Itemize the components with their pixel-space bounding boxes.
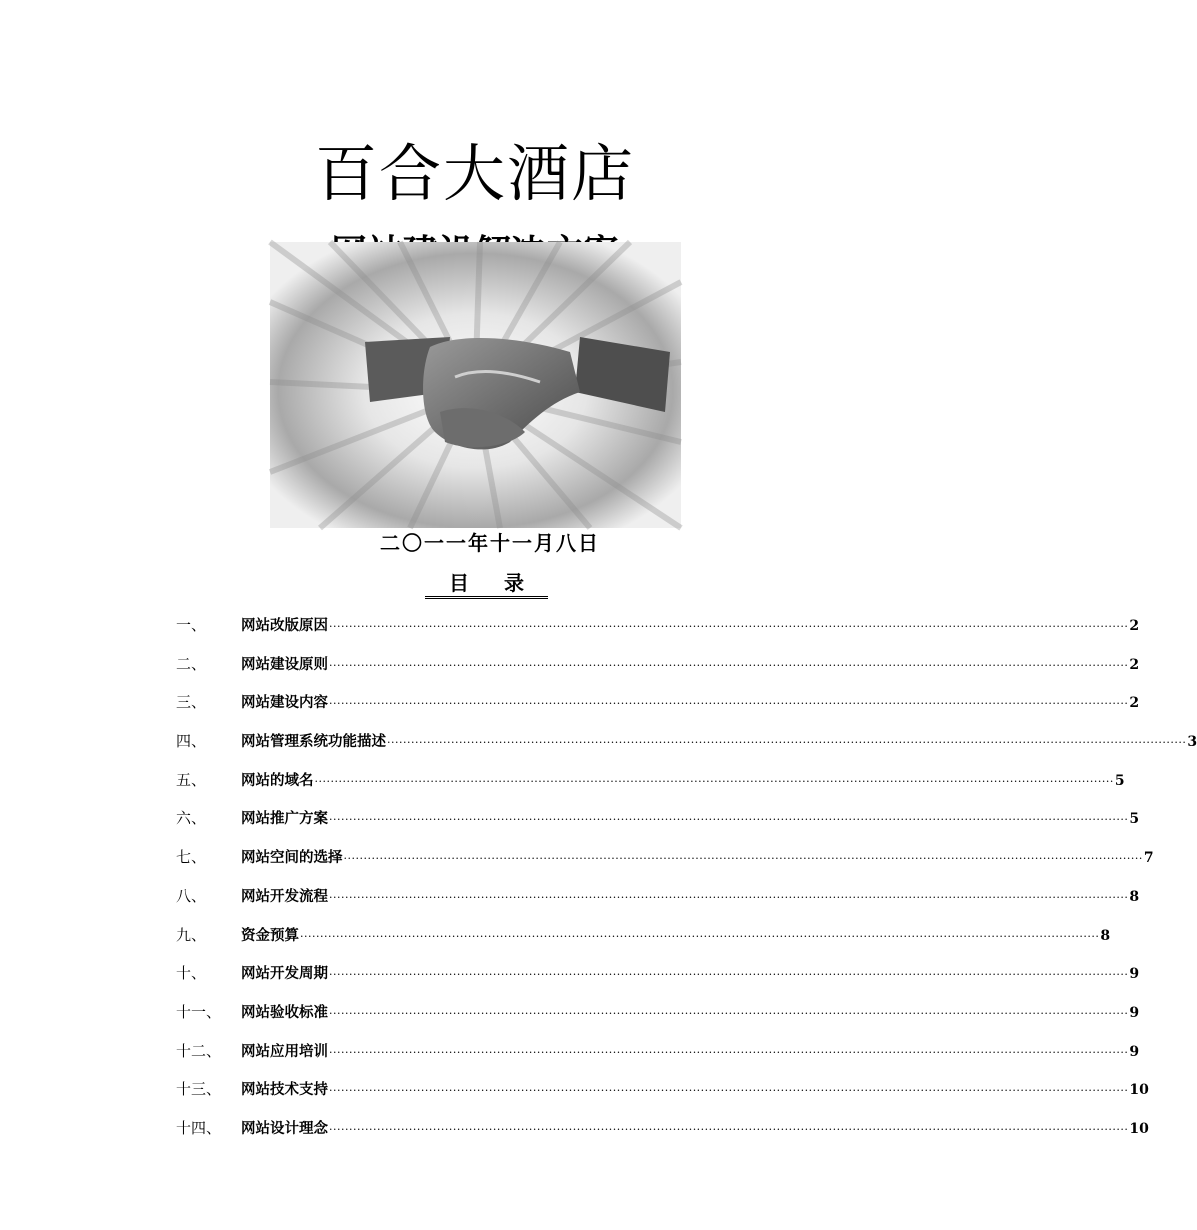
toc-leader-dots: ········································································································································································································ [329,697,1129,711]
document-title: 百合大酒店 [314,136,635,210]
toc-item-page: 10 [1129,1082,1149,1099]
toc-leader-dots: ········································································································································································································ [329,1084,1129,1098]
toc-item[interactable] [176,722,1197,761]
toc-item-title: 网站设计理念 [241,1120,328,1137]
toc-item-title: 网站改版原因 [241,618,328,634]
toc-item-page: 9 [1129,966,1140,983]
toc-item[interactable] [176,1070,1149,1109]
toc-item-title: 网站验收标准 [241,1004,328,1021]
toc-item-number: 二、 [176,654,207,673]
toc-item-number: 十一、 [176,1002,222,1021]
toc-item[interactable] [176,993,1140,1032]
toc-item[interactable] [176,838,1154,877]
toc-heading [425,570,548,599]
toc-leader-dots: ········································································································································································································ [329,1122,1129,1136]
toc-item[interactable] [176,799,1140,838]
toc-item[interactable] [176,916,1111,955]
toc-item-title: 网站的域名 [241,772,314,789]
toc-item-page: 2 [1129,656,1140,673]
toc-item[interactable] [176,954,1140,993]
toc-item-page: 8 [1129,888,1140,905]
toc-item-title: 网站开发流程 [241,888,328,905]
toc-leader-dots: ········································································································································································································ [329,968,1129,982]
toc-item-page: 7 [1143,850,1154,867]
toc-item[interactable] [176,761,1125,800]
toc-item-number: 一、 [176,616,207,634]
toc-item-page: 2 [1129,618,1140,634]
toc-item-number: 六、 [176,809,207,828]
toc-item[interactable] [176,683,1140,722]
toc-item-page: 3 [1187,734,1197,751]
toc-leader-dots: ········································································································································································································ [314,774,1114,788]
toc-leader-dots: ········································································································································································································ [329,813,1129,827]
toc-item-page: 5 [1114,772,1125,789]
toc-heading-char: 目 [449,571,470,595]
toc-item-title: 资金预算 [241,927,299,944]
toc-item-number: 十三、 [176,1080,222,1099]
toc-item-title: 网站推广方案 [241,811,328,828]
handshake-icon [270,242,681,528]
toc-item-title: 网站管理系统功能描述 [241,734,386,751]
toc-item-title: 网站应用培训 [241,1043,328,1060]
toc-item-page: 9 [1129,1004,1140,1021]
toc-leader-dots: ········································································································································································································ [329,658,1129,672]
toc-item-number: 八、 [176,886,207,905]
toc-item-title: 网站开发周期 [241,966,328,983]
toc-leader-dots: ········································································································································································································ [387,736,1187,750]
toc-item-title: 网站技术支持 [241,1082,328,1099]
toc-item[interactable] [176,645,1140,684]
toc-item[interactable] [176,1032,1140,1071]
toc-leader-dots: ········································································································································································································ [329,890,1129,904]
toc-item-page: 9 [1129,1043,1140,1060]
document-date: 二〇一一年十一月八日 [380,531,600,555]
toc-item-number: 四、 [176,732,207,751]
toc-item-page: 2 [1129,695,1140,712]
toc-item-title: 网站空间的选择 [241,850,343,867]
toc-item-number: 十、 [176,964,207,983]
toc-leader-dots: ········································································································································································································ [329,1006,1129,1020]
toc-item[interactable] [176,606,1140,645]
toc-item-number: 九、 [176,925,207,944]
toc-item-number: 七、 [176,848,207,867]
toc-item-page: 8 [1100,927,1111,944]
toc-item-title: 网站建设内容 [241,695,328,712]
table-of-contents [176,606,1197,1148]
toc-item-number: 三、 [176,693,207,712]
toc-leader-dots: ········································································································································································································ [329,1045,1129,1059]
toc-leader-dots: ········································································································································································································ [343,852,1143,866]
toc-leader-dots: ········································································································································································································ [329,620,1129,633]
toc-leader-dots: ········································································································································································································ [300,929,1100,943]
toc-item-title: 网站建设原则 [241,656,328,673]
toc-item-number: 十二、 [176,1041,222,1060]
toc-item-page: 5 [1129,811,1140,828]
toc-item-page: 10 [1129,1120,1149,1137]
toc-heading-char: 录 [503,571,524,595]
toc-item-number: 十四、 [176,1118,222,1137]
toc-item[interactable] [176,877,1140,916]
toc-item[interactable] [176,1109,1149,1148]
toc-item-number: 五、 [176,770,207,789]
